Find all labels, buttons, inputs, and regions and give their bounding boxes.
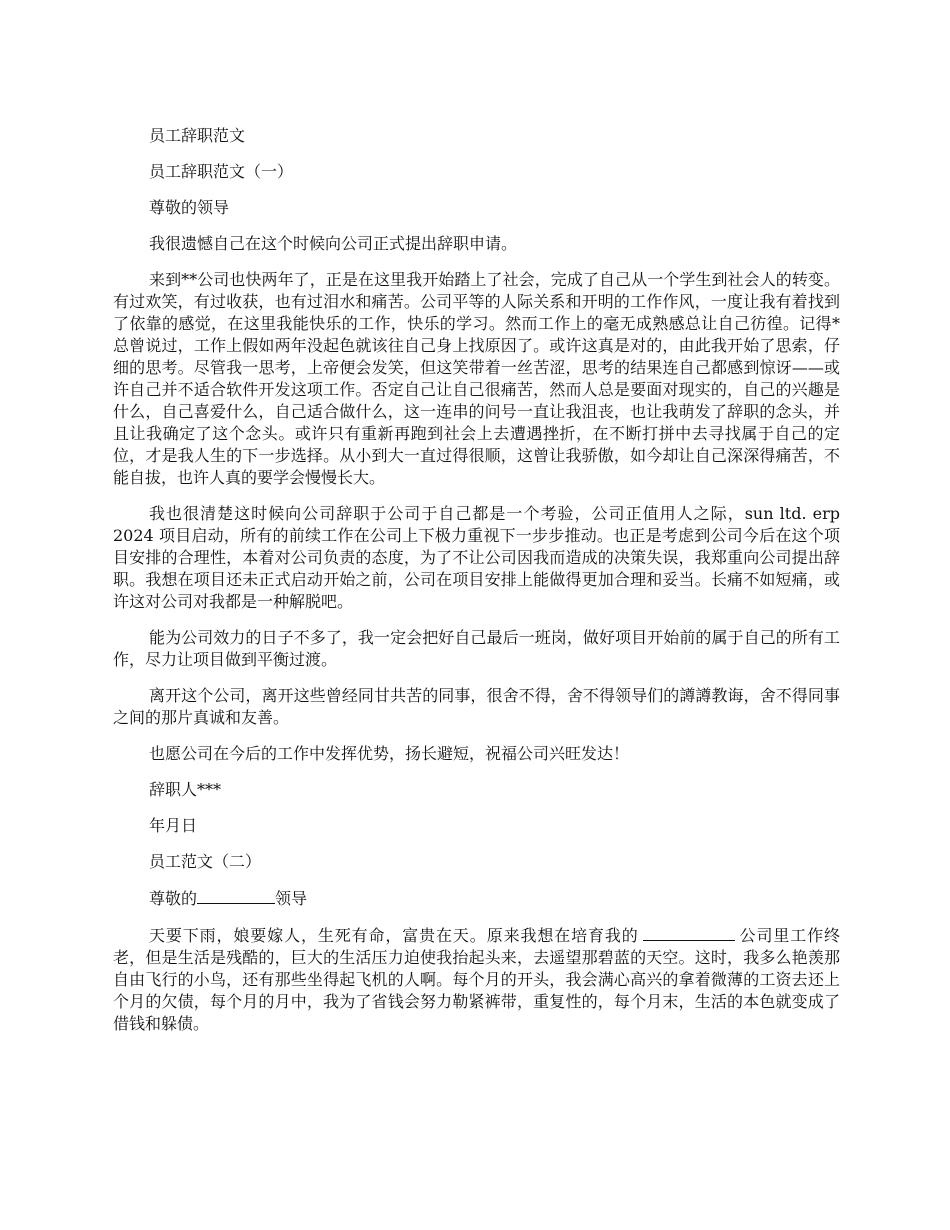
fill-in-blank [643, 924, 735, 941]
body-paragraph: 来到**公司也快两年了，正是在这里我开始踏上了社会，完成了自己从一个学生到社会人的转变。有过欢笑，有过收获，也有过泪水和痛苦。公司平等的人际关系和开明的工作作风，一度让我有着找到了依靠的感觉，在这里我能快乐的工作，快乐的学习。然而工作上的毫无成熟感总让自己彷徨。记得*总曾说过，工作上假如两年没起色就该往自己身上找原因了。或许这真是对的，由此我开始了思索，仔细的思考。尽管我一思考，上帝便会发笑，但这笑带着一丝苦涩，思考的结果连自己都感到惊讶——或许自己并不适合软件开发这项工作。否定自己让自己很痛苦，然而人总是要面对现实的，自己的兴趣是什么，自己喜爱什么，自己适合做什么，这一连串的问号一直让我沮丧，也让我萌发了辞职的念头，并且让我确定了这个念头。或许只有重新再跑到社会上去遭遇挫折，在不断打拼中去寻找属于自己的定位，才是我人生的下一步选择。从小到大一直过得很顺，这曾让我骄傲，如今却让自己深深得痛苦，不能自拔，也许人真的要学会慢慢长大。 [113, 270, 840, 487]
fill-in-blank [197, 887, 275, 904]
salutation-2-prefix: 尊敬的 [149, 889, 198, 908]
body-paragraph: 我很遗憾自己在这个时候向公司正式提出辞职申请。 [149, 234, 518, 253]
section-heading-1: 员工辞职范文（一） [149, 162, 294, 181]
document-body [113, 125, 840, 1049]
body-paragraph: 也愿公司在今后的工作中发挥优势，扬长避短，祝福公司兴旺发达！ [149, 744, 630, 763]
body-paragraph [113, 924, 840, 1035]
body-paragraph: 我也很清楚这时候向公司辞职于公司于自己都是一个考验，公司正值用人之际，sun ltd. erp 2024 项目启动，所有的前续工作在公司上下极力重视下一步步推动。也正是考虑到公司今后在这个项目安排的合理性，本着对公司负责的态度，为了不让公司因我而造成的决策失误，我郑重向公司提出辞职。我想在项目还未正式启动开始之前，公司在项目安排上能做得更加合理和妥当。长痛不如短痛，或许这对公司对我都是一种解脱吧。 [113, 504, 840, 611]
salutation-2-suffix: 领导 [275, 889, 308, 908]
salutation-2 [113, 887, 840, 910]
paragraph-part-before-blank: 天要下雨，娘要嫁人，生死有命，富贵在天。原来我想在培育我的 [149, 926, 639, 945]
date-line: 年月日 [149, 816, 198, 835]
signature-line: 辞职人*** [149, 780, 222, 799]
section-heading-2: 员工范文（二） [149, 852, 262, 871]
body-paragraph: 离开这个公司，离开这些曾经同甘共苦的同事，很舍不得，舍不得领导们的譐譐教诲，舍不得同事之间的那片真诚和友善。 [113, 686, 840, 727]
salutation-1: 尊敬的领导 [149, 198, 230, 217]
document-title: 员工辞职范文 [149, 126, 246, 145]
paragraph-part-after-blank: 公司里工作终老，但是生活是残酷的，巨大的生活压力迫使我抬起头来，去遥望那碧蓝的天空。这时，我多么艳羡那自由飞行的小鸟，还有那些坐得起飞机的人啊。每个月的开头，我会满心高兴的拿着微薄的工资去还上个月的欠债，每个月的月中，我为了省钱会努力勒紧裤带，重复性的，每个月末，生活的本色就变成了借钱和躲债。 [113, 926, 840, 1033]
body-paragraph: 能为公司效力的日子不多了，我一定会把好自己最后一班岗，做好项目开始前的属于自己的所有工作，尽力让项目做到平衡过渡。 [113, 628, 840, 669]
